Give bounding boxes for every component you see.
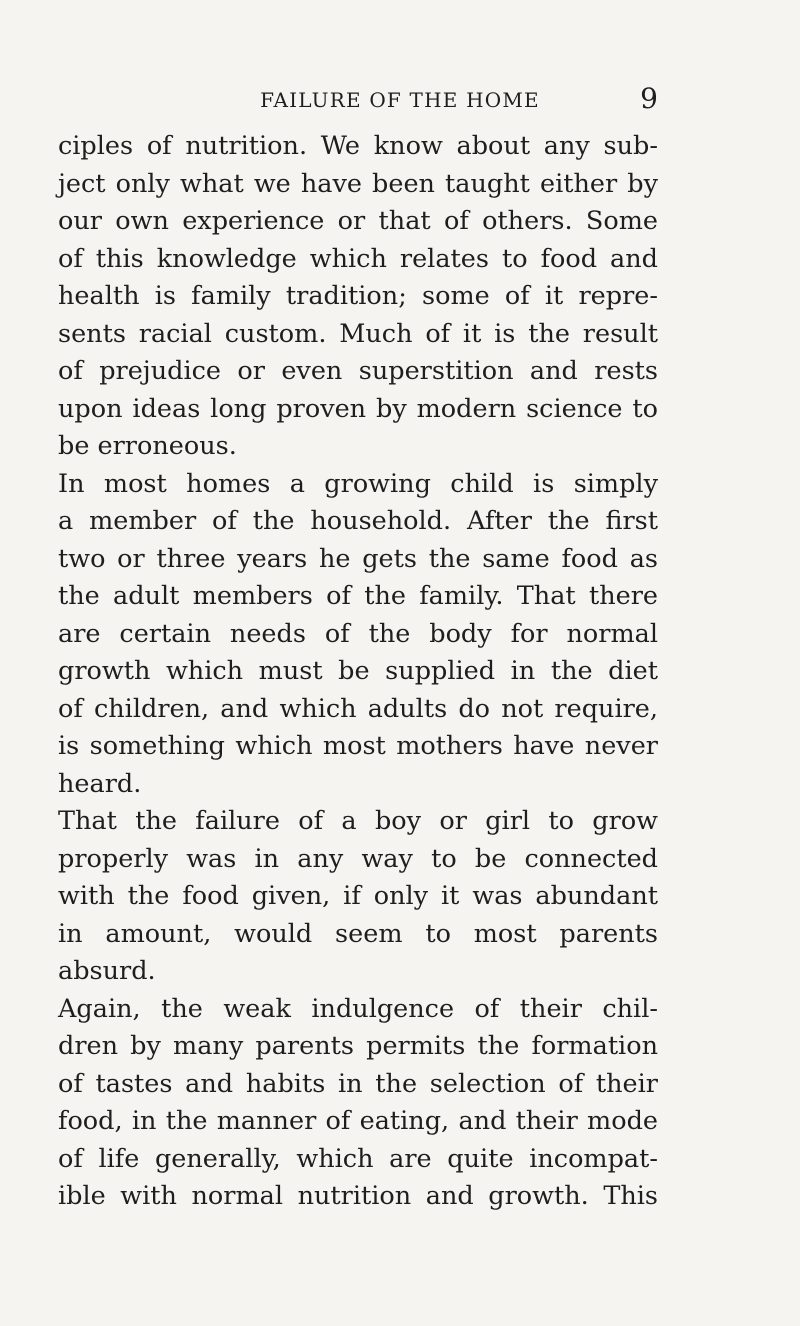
paragraph-start-line: In most homes a growing child is simply (58, 468, 658, 499)
body-text (58, 128, 658, 1216)
text-line: of children, and which adults do not require, (58, 693, 658, 724)
page-header (0, 82, 800, 116)
text-line: of prejudice or even superstition and rests (58, 356, 658, 386)
text-line: food, in the manner of eating, and their mode (58, 1106, 658, 1136)
text-line: is something which most mothers have never (58, 731, 658, 761)
text-line: of this knowledge which relates to food and (58, 243, 658, 274)
text-line: growth which must be supplied in the diet (58, 656, 658, 686)
text-line: sents racial custom. Much of it is the result (58, 318, 658, 349)
text-line: with the food given, if only it was abundant (58, 881, 658, 911)
running-title: FAILURE OF THE HOME (260, 88, 540, 112)
text-line: be erroneous. (58, 431, 237, 461)
text-line: two or three years he gets the same food as (58, 543, 658, 574)
text-line: our own experience or that of others. Some (58, 206, 658, 236)
text-line: in amount, would seem to most parents (58, 918, 658, 949)
text-line: the adult members of the family. That there (58, 581, 658, 611)
text-line: properly was in any way to be connected (58, 843, 658, 874)
text-line: ciples of nutrition. We know about any sub- (58, 131, 658, 161)
paragraph-start-line: That the failure of a boy or girl to grow (58, 806, 658, 836)
text-line: upon ideas long proven by modern science to (58, 393, 658, 424)
text-line: a member of the household. After the first (58, 506, 658, 536)
text-line: health is family tradition; some of it repre- (58, 281, 658, 311)
text-line: ible with normal nutrition and growth. This (58, 1181, 658, 1211)
page-number: 9 (640, 82, 658, 115)
paragraph-start-line: Again, the weak indulgence of their chil- (58, 993, 658, 1024)
text-line: of tastes and habits in the selection of their (58, 1068, 658, 1099)
text-line: absurd. (58, 956, 156, 986)
text-line: dren by many parents permits the formation (58, 1031, 658, 1061)
text-line: are certain needs of the body for normal (58, 618, 658, 649)
text-line: heard. (58, 768, 142, 799)
text-line: of life generally, which are quite incompat- (58, 1143, 658, 1174)
text-line: ject only what we have been taught either by (58, 168, 658, 199)
